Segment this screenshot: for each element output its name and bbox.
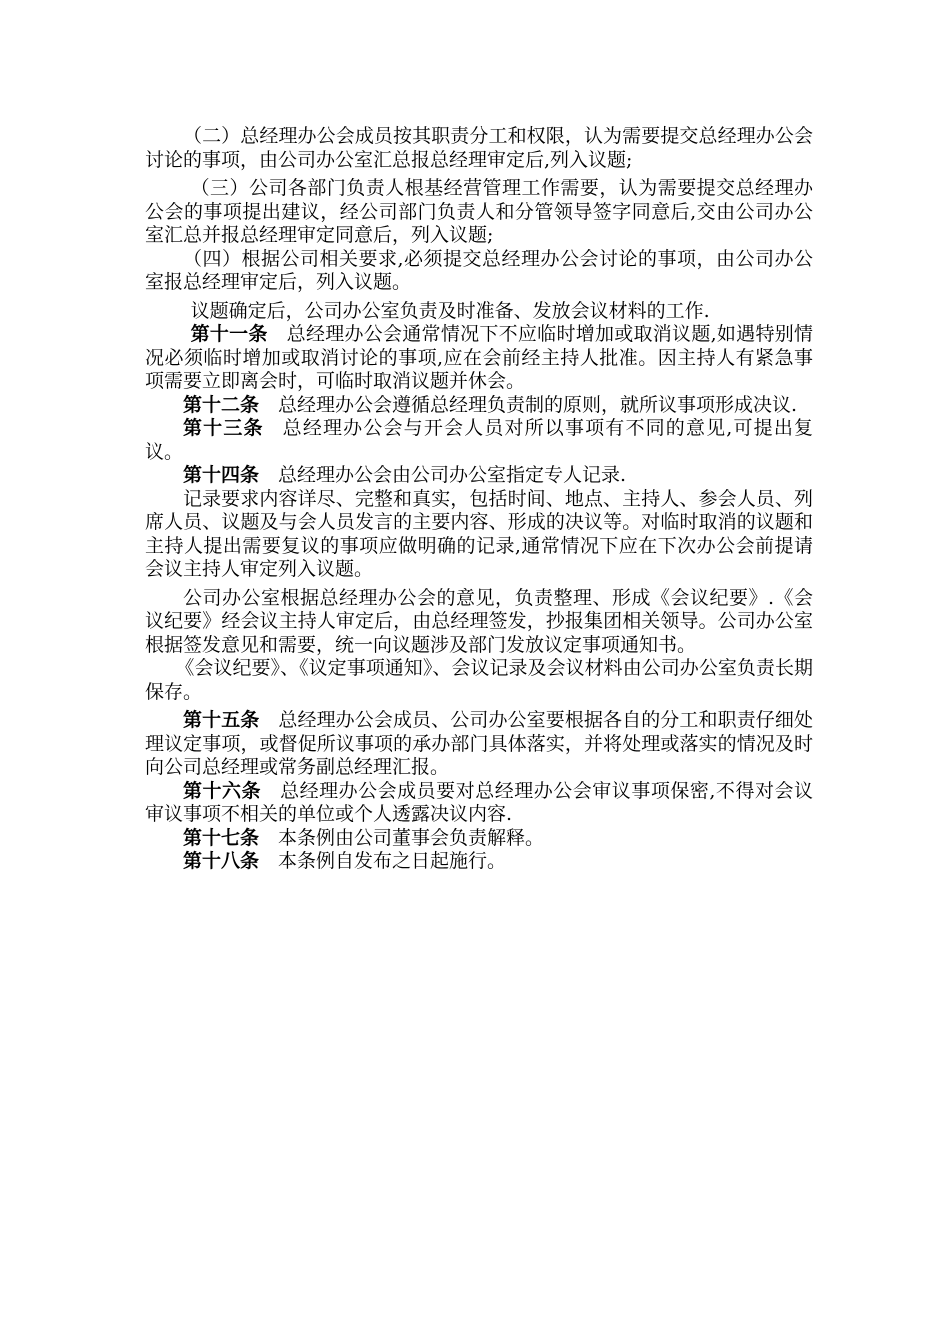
paragraph-record-requirements: 记录要求内容详尽、完整和真实，包括时间、地点、主持人、参会人员、列席人员、议题及与会人员发言的主要内容、形成的决议等。对临时取消的议题和主持人提出需要复议的事项应做明确的记录,通常情况下应在下次办公会前提请会议主持人审定列入议题。 (145, 487, 813, 580)
article-11 (145, 323, 813, 394)
article-17 (145, 827, 813, 851)
paragraph-meeting-minutes: 公司办公室根据总经理办公会的意见，负责整理、形成《会议纪要》.《会议纪要》经会议主持人审定后，由总经理签发，抄报集团相关领导。公司办公室根据签发意见和需要，统一向议题涉及部门发放议定事项通知书。 (145, 586, 813, 656)
article-number: 第十三条 (183, 417, 264, 439)
article-text: 本条例由公司董事会负责解释。 (278, 826, 545, 849)
article-number: 第十六条 (183, 779, 262, 802)
article-text: 总经理办公会成员、公司办公室要根据各自的分工和职责仔细处理议定事项，或督促所议事项的承办部门具体落实，并将处理或落实的情况及时向公司总经理或常务副总经理汇报。 (145, 709, 813, 778)
article-text: 本条例自发布之日起施行。 (278, 850, 507, 872)
article-18 (145, 850, 813, 874)
article-text: 总经理办公会由公司办公室指定专人记录. (278, 464, 627, 486)
article-text: 总经理办公会与开会人员对所以事项有不同的意见,可提出复议。 (145, 417, 813, 463)
article-number: 第十二条 (183, 393, 260, 416)
article-number: 第十五条 (183, 709, 260, 731)
article-number: 第十八条 (183, 850, 260, 872)
article-text: 总经理办公会通常情况下不应临时增加或取消议题,如遇特别情况必须临时增加或取消讨论的事项,应在会前经主持人批准。因主持人有紧急事项需要立即离会时，可临时取消议题并休会。 (145, 323, 813, 392)
article-12 (145, 394, 813, 418)
paragraph-item-3: （三）公司各部门负责人根基经营管理工作需要，认为需要提交总经理办公会的事项提出建议，经公司部门负责人和分管领导签字同意后,交由公司办公室汇总并报总经理审定同意后，列入议题; (145, 177, 813, 246)
article-number: 第十七条 (183, 826, 260, 849)
article-number: 第十四条 (183, 464, 260, 486)
article-16 (145, 780, 813, 827)
paragraph-topic-confirmed: 议题确定后，公司办公室负责及时准备、发放会议材料的工作. (190, 299, 710, 322)
article-13 (145, 417, 813, 464)
article-14 (145, 464, 813, 488)
article-number: 第十一条 (190, 323, 268, 345)
article-text: 总经理办公会成员要对总经理办公会审议事项保密,不得对会议审议事项不相关的单位或个人透露决议内容. (145, 779, 813, 825)
document-body (145, 125, 813, 874)
article-15 (145, 709, 813, 780)
article-text: 总经理办公会遵循总经理负责制的原则，就所议事项形成决议. (278, 393, 798, 416)
paragraph-archive: 《会议纪要》、《议定事项通知》、会议记录及会议材料由公司办公室负责长期保存。 (145, 657, 813, 703)
paragraph-item-2: （二）总经理办公会成员按其职责分工和权限，认为需要提交总经理办公会讨论的事项，由公司办公室汇总报总经理审定后,列入议题; (145, 125, 813, 171)
paragraph-item-4: （四）根据公司相关要求,必须提交总经理办公会讨论的事项，由公司办公室报总经理审定后，列入议题。 (145, 247, 813, 293)
